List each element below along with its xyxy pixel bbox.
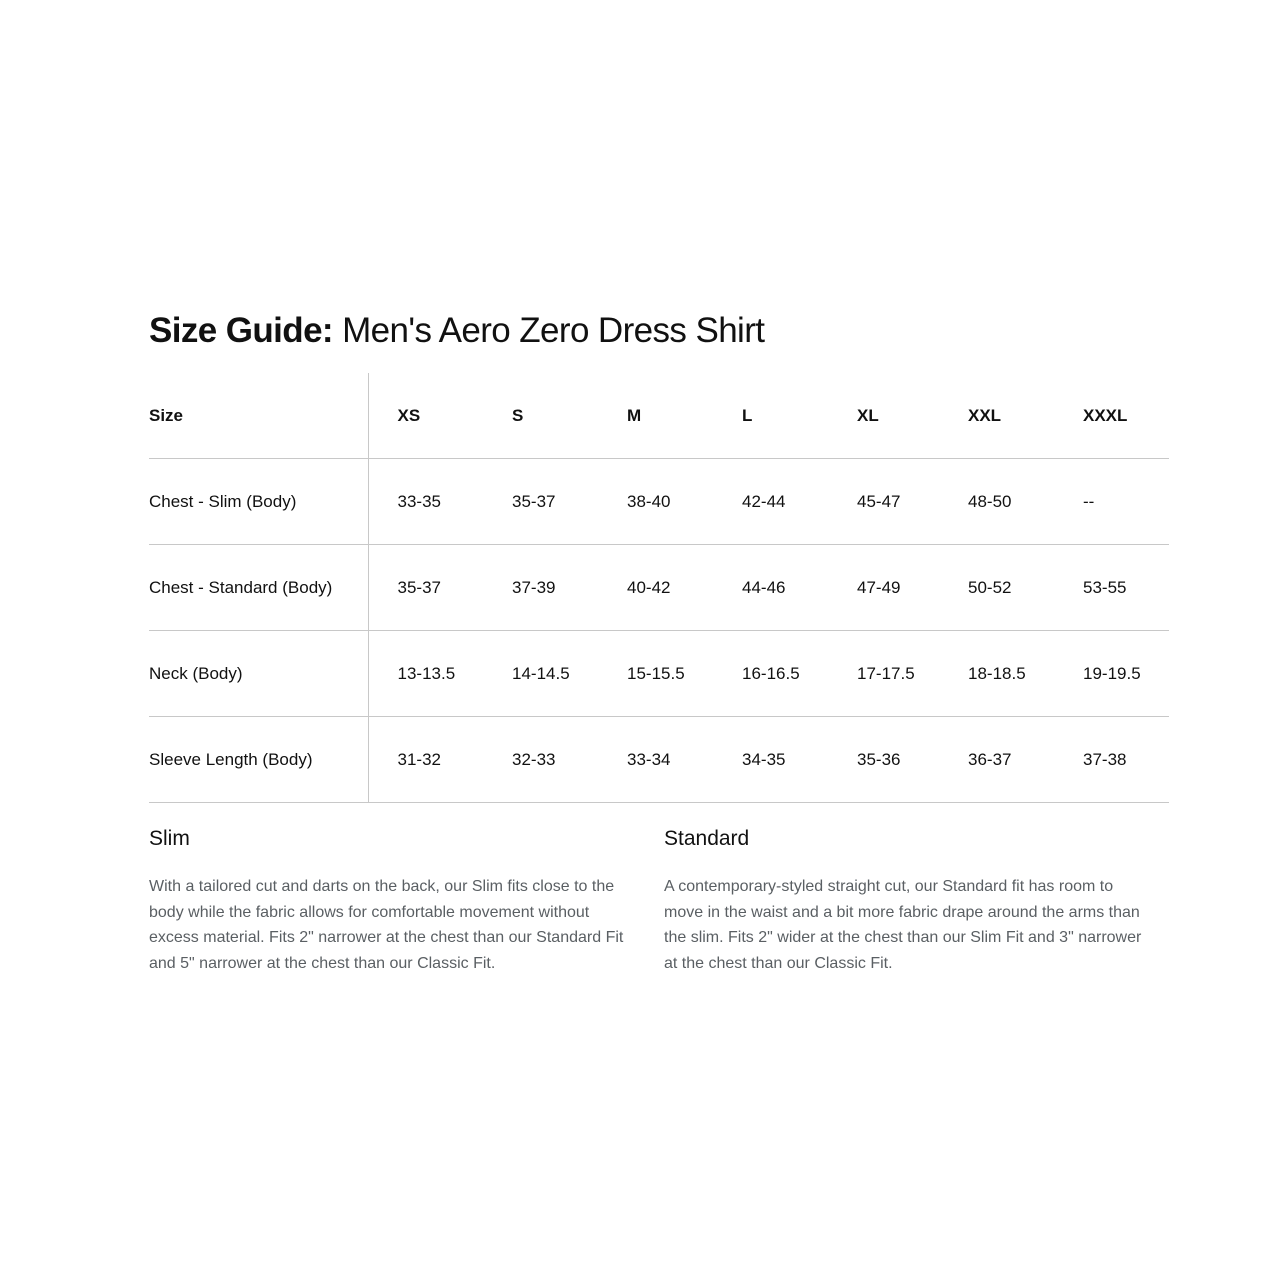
table-cell: 38-40	[627, 459, 742, 545]
slim-fit-section	[149, 821, 629, 977]
table-cell: 32-33	[512, 717, 627, 803]
product-name: Men's Aero Zero Dress Shirt	[333, 311, 765, 350]
table-cell: 37-39	[512, 545, 627, 631]
table-cell: 14-14.5	[512, 631, 627, 717]
table-cell: --	[1083, 459, 1169, 545]
table-cell: 47-49	[857, 545, 968, 631]
table-cell: 48-50	[968, 459, 1083, 545]
table-cell: 31-32	[368, 717, 512, 803]
standard-fit-title: Standard	[664, 827, 750, 850]
table-cell: 35-36	[857, 717, 968, 803]
table-cell: 45-47	[857, 459, 968, 545]
size-table	[149, 373, 1169, 803]
row-label: Neck (Body)	[149, 631, 368, 717]
table-cell: 36-37	[968, 717, 1083, 803]
table-cell: 53-55	[1083, 545, 1169, 631]
table-cell: 15-15.5	[627, 631, 742, 717]
table-cell: 37-38	[1083, 717, 1169, 803]
size-xl-header: XL	[857, 373, 968, 459]
table-cell: 13-13.5	[368, 631, 512, 717]
table-cell: 33-34	[627, 717, 742, 803]
title-prefix: Size Guide:	[149, 311, 333, 350]
size-xs-header: XS	[368, 373, 512, 459]
standard-fit-section	[664, 821, 1144, 977]
table-cell: 44-46	[742, 545, 857, 631]
table-row-sleeve-length	[149, 717, 1169, 803]
size-xxl-header: XXL	[968, 373, 1083, 459]
row-label: Sleeve Length (Body)	[149, 717, 368, 803]
size-xxxl-header: XXXL	[1083, 373, 1169, 459]
size-m-header: M	[627, 373, 742, 459]
page-title	[149, 306, 1169, 356]
table-cell: 19-19.5	[1083, 631, 1169, 717]
table-cell: 35-37	[368, 545, 512, 631]
table-row-chest-slim	[149, 459, 1169, 545]
table-cell: 40-42	[627, 545, 742, 631]
table-cell: 50-52	[968, 545, 1083, 631]
slim-fit-description: With a tailored cut and darts on the back, our Slim fits close to the body while the fabric allows for comfortable movement without excess material. Fits 2" narrower at the chest than our Standard Fit and 5" narrower at the chest than our Classic Fit.	[149, 878, 624, 973]
size-guide	[149, 306, 1169, 973]
size-header-row	[149, 373, 1169, 459]
slim-fit-title: Slim	[149, 827, 190, 850]
table-row-neck	[149, 631, 1169, 717]
table-cell: 42-44	[742, 459, 857, 545]
size-s-header: S	[512, 373, 627, 459]
row-label: Chest - Standard (Body)	[149, 545, 368, 631]
table-cell: 17-17.5	[857, 631, 968, 717]
table-cell: 16-16.5	[742, 631, 857, 717]
row-label: Chest - Slim (Body)	[149, 459, 368, 545]
table-cell: 33-35	[368, 459, 512, 545]
table-cell: 34-35	[742, 717, 857, 803]
table-cell: 18-18.5	[968, 631, 1083, 717]
size-header-label: Size	[149, 373, 368, 459]
table-cell: 35-37	[512, 459, 627, 545]
standard-fit-description: A contemporary-styled straight cut, our Standard fit has room to move in the waist and a bit more fabric drape around the arms than the slim. Fits 2" wider at the chest than our Slim Fit and 3" narrower at the chest than our Classic Fit.	[664, 878, 1142, 973]
table-row-chest-standard	[149, 545, 1169, 631]
size-l-header: L	[742, 373, 857, 459]
